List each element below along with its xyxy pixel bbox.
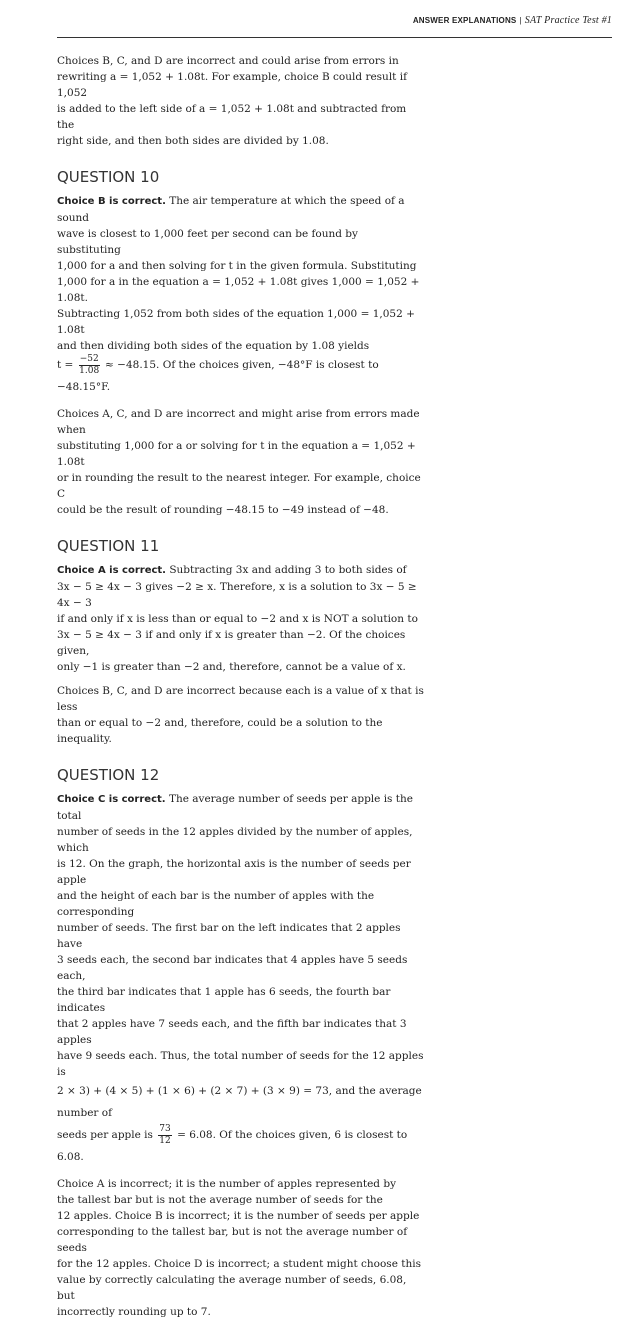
header-rule: [57, 37, 612, 38]
explanations-column: [57, 53, 425, 1320]
correct-choice-label: Choice B is correct.: [57, 196, 166, 207]
average-suffix: = 6.08. Of the choices given, 6 is closest to 6.08.: [57, 1129, 408, 1163]
question-11-incorrect-choices: [57, 683, 425, 747]
text-line: right side, and then both sides are divided by 1.08.: [57, 135, 329, 147]
fraction: [79, 355, 100, 376]
question-10-incorrect-choices: [57, 406, 425, 518]
text-line: wave is closest to 1,000 feet per second can be found by substituting: [57, 228, 358, 256]
text-line: could be the result of rounding −48.15 to −49 instead of −48.: [57, 504, 389, 516]
text-line: number of seeds. The first bar on the left indicates that 2 apples have: [57, 922, 401, 950]
text-line: if and only if x is less than or equal to −2 and x is NOT a solution to: [57, 613, 418, 625]
correct-choice-label: Choice C is correct.: [57, 794, 166, 805]
text-line: corresponding to the tallest bar, but is not the average number of seeds: [57, 1226, 408, 1254]
text-line: Choices B, C, and D are incorrect and could arise from errors in: [57, 55, 399, 67]
text-line: the tallest bar but is not the average number of seeds for the: [57, 1194, 383, 1206]
text-line: 3x − 5 ≥ 4x − 3 if and only if x is greater than −2. Of the choices given,: [57, 629, 406, 657]
question-12-explanation: [57, 791, 425, 1080]
text-line: have 9 seeds each. Thus, the total number of seeds for the 12 apples is: [57, 1050, 424, 1078]
question-10-heading: QUESTION 10: [57, 168, 160, 186]
text-line: The air temperature at which the speed of a sound: [57, 195, 405, 224]
text-line: value by correctly calculating the average number of seeds, 6.08, but: [57, 1274, 407, 1302]
correct-choice-label: Choice A is correct.: [57, 565, 166, 576]
intro-paragraph: [57, 53, 425, 149]
formula-prefix: t =: [57, 359, 74, 371]
running-header: [413, 15, 612, 26]
question-10-explanation: [57, 193, 425, 354]
text-line: Choices A, C, and D are incorrect and might arise from errors made when: [57, 408, 420, 436]
text-line: Choices B, C, and D are incorrect because each is a value of x that is less: [57, 685, 424, 713]
text-line: number of seeds in the 12 apples divided by the number of apples, which: [57, 826, 413, 854]
fraction-denominator: 12: [159, 1135, 171, 1146]
text-line: substituting 1,000 for a or solving for t in the equation a = 1,052 + 1.08t: [57, 440, 416, 468]
header-separator: |: [519, 16, 522, 25]
text-line: The average number of seeds per apple is the total: [57, 793, 413, 822]
text-line: rewriting a = 1,052 + 1.08t. For example, choice B could result if 1,052: [57, 71, 407, 99]
text-line: is 12. On the graph, the horizontal axis is the number of seeds per apple: [57, 858, 411, 886]
header-test-title: SAT Practice Test #1: [524, 15, 612, 26]
text-line: Subtracting 1,052 from both sides of the equation 1,000 = 1,052 + 1.08t: [57, 308, 415, 336]
text-line: 1,000 for a in the equation a = 1,052 + 1.08t gives 1,000 = 1,052 + 1.08t.: [57, 276, 420, 304]
sum-expression: 2 × 3) + (4 × 5) + (1 × 6) + (2 × 7) + (3 × 9) = 73, and the average number of: [57, 1085, 422, 1119]
text-line: the third bar indicates that 1 apple has 6 seeds, the fourth bar indicates: [57, 986, 391, 1014]
text-line: Subtracting 3x and adding 3 to both sides of: [169, 564, 407, 576]
text-line: and then dividing both sides of the equation by 1.08 yields: [57, 340, 370, 352]
text-line: that 2 apples have 7 seeds each, and the fifth bar indicates that 3 apples: [57, 1018, 407, 1046]
text-line: 12 apples. Choice B is incorrect; it is the number of seeds per apple: [57, 1210, 420, 1222]
text-line: and the height of each bar is the number of apples with the corresponding: [57, 890, 375, 918]
text-line: Choice A is incorrect; it is the number of apples represented by: [57, 1178, 397, 1190]
question-12-incorrect-choices: [57, 1176, 425, 1320]
text-line: 3 seeds each, the second bar indicates that 4 apples have 5 seeds each,: [57, 954, 408, 982]
fraction-numerator: −52: [79, 353, 99, 364]
question-10-formula-line: [57, 354, 425, 398]
question-12-average-line: [57, 1124, 425, 1168]
question-12-sum-line: [57, 1080, 425, 1124]
text-line: 1,000 for a and then solving for t in the given formula. Substituting: [57, 260, 417, 272]
text-line: only −1 is greater than −2 and, therefore, cannot be a value of x.: [57, 661, 406, 673]
fraction: [158, 1125, 171, 1146]
question-12-heading: QUESTION 12: [57, 766, 160, 784]
text-line: for the 12 apples. Choice D is incorrect; a student might choose this: [57, 1258, 421, 1270]
text-line: or in rounding the result to the nearest integer. For example, choice C: [57, 472, 421, 500]
fraction-numerator: 73: [159, 1123, 171, 1134]
header-section-label: ANSWER EXPLANATIONS: [412, 16, 517, 25]
text-line: incorrectly rounding up to 7.: [57, 1306, 211, 1318]
text-line: than or equal to −2 and, therefore, could be a solution to the inequality.: [57, 717, 383, 745]
question-11-heading: QUESTION 11: [57, 537, 160, 555]
question-11-explanation: [57, 562, 425, 675]
text-line: 3x − 5 ≥ 4x − 3 gives −2 ≥ x. Therefore, x is a solution to 3x − 5 ≥ 4x − 3: [57, 581, 417, 609]
text-line: is added to the left side of a = 1,052 + 1.08t and subtracted from the: [57, 103, 407, 131]
fraction-denominator: 1.08: [79, 365, 100, 376]
average-prefix: seeds per apple is: [57, 1129, 153, 1141]
formula-suffix: ≈ −48.15. Of the choices given, −48°F is closest to −48.15°F.: [57, 359, 379, 393]
